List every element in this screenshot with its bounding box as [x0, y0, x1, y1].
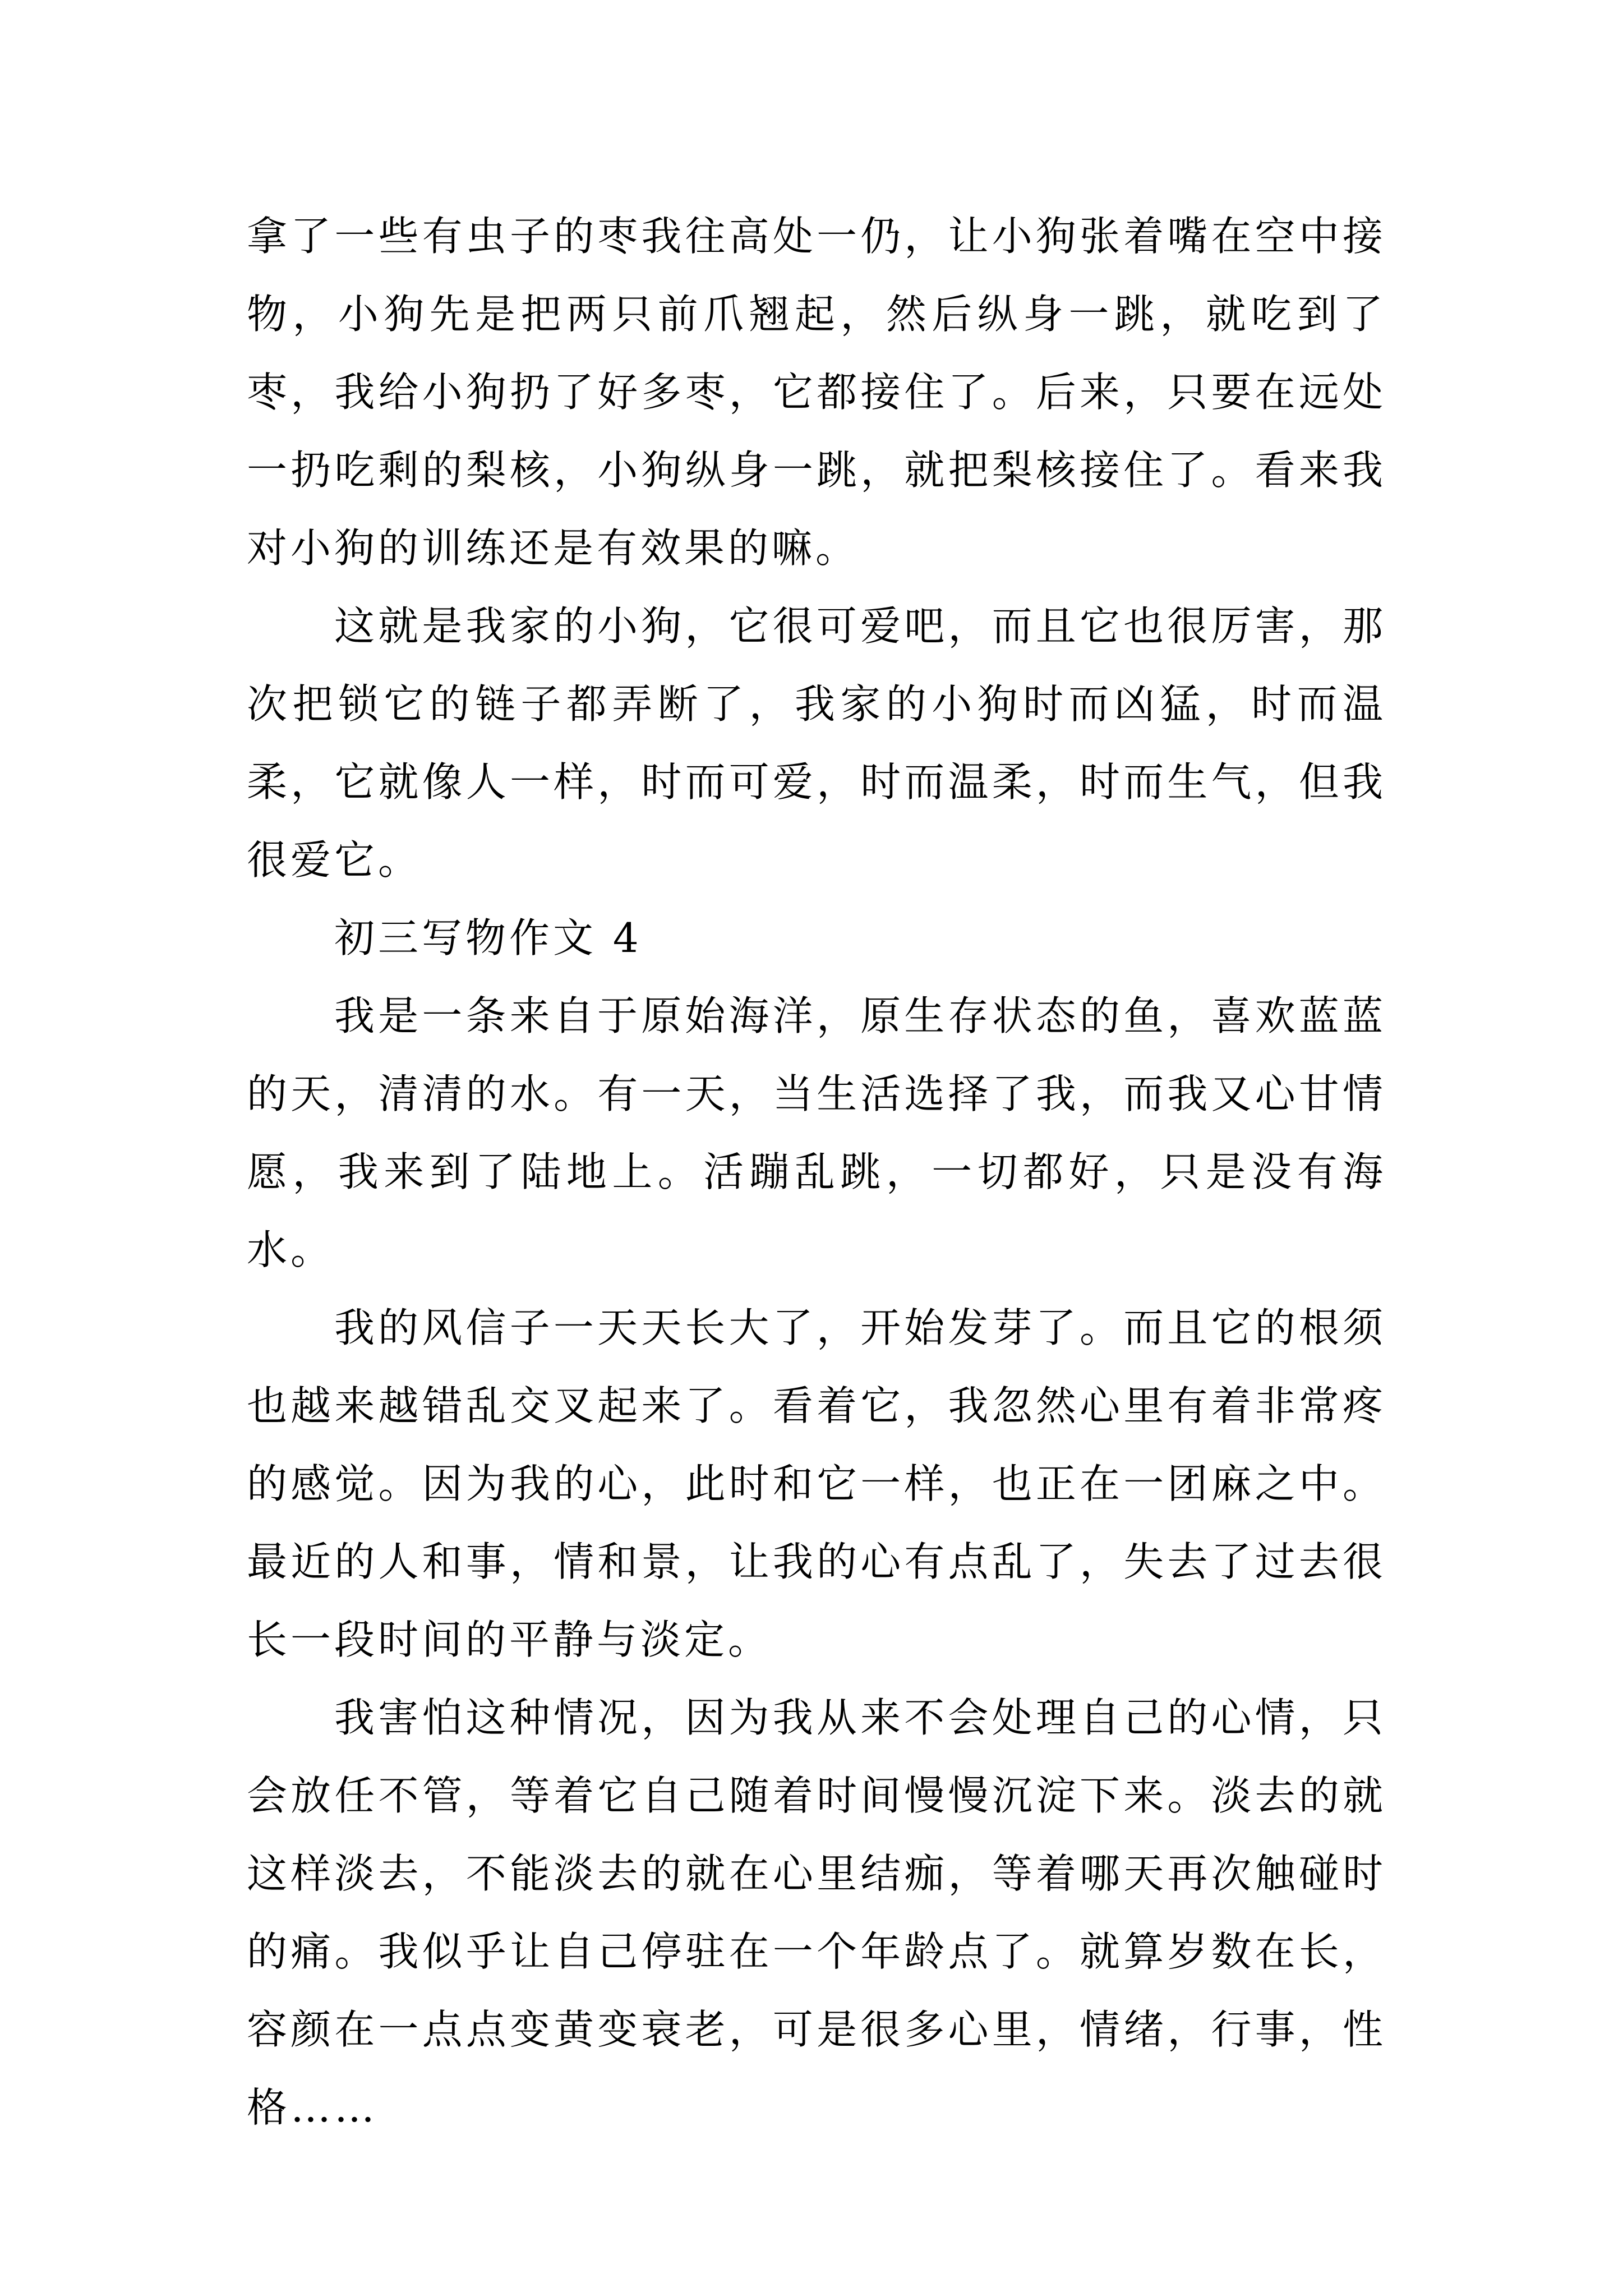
- paragraph-dog-training: 拿了一些有虫子的枣我往高处一仍，让小狗张着嘴在空中接物，小狗先是把两只前爪翘起，然后纵身一跳，就吃到了枣，我给小狗扔了好多枣，它都接住了。后来，只要在远处一扔吃剩的梨核，小狗纵身一跳，就把梨核接住了。看来我对小狗的训练还是有效果的嘛。: [247, 213, 1386, 572]
- essay-heading: 初三写物作文 4: [334, 914, 642, 961]
- paragraph-fish: 我是一条来自于原始海洋，原生存状态的鱼，喜欢蓝蓝的天，清清的水。有一天，当生活选择了我，而我又心甘情愿，我来到了陆地上。活蹦乱跳，一切都好，只是没有海水。: [247, 992, 1386, 1273]
- paragraph-dog-summary: 这就是我家的小狗，它很可爱吧，而且它也很厉害，那次把锁它的链子都弄断了，我家的小狗时而凶猛，时而温柔，它就像人一样，时而可爱，时而温柔，时而生气，但我很爱它。: [247, 602, 1386, 884]
- document-body: [247, 197, 1386, 2147]
- paragraph-fear: 我害怕这种情况，因为我从来不会处理自己的心情，只会放任不管，等着它自己随着时间慢慢沉淀下来。淡去的就这样淡去，不能淡去的就在心里结痂，等着哪天再次触碰时的痛。我似乎让自己停驻在一个年龄点了。就算岁数在长，容颜在一点点变黄变衰老，可是很多心里，情绪，行事，性格……: [247, 1694, 1386, 2131]
- paragraph-hyacinth: 我的风信子一天天长大了，开始发芽了。而且它的根须也越来越错乱交叉起来了。看着它，我忽然心里有着非常疼的感觉。因为我的心，此时和它一样，也正在一团麻之中。最近的人和事，情和景，让我的心有点乱了，失去了过去很长一段时间的平静与淡定。: [247, 1304, 1386, 1663]
